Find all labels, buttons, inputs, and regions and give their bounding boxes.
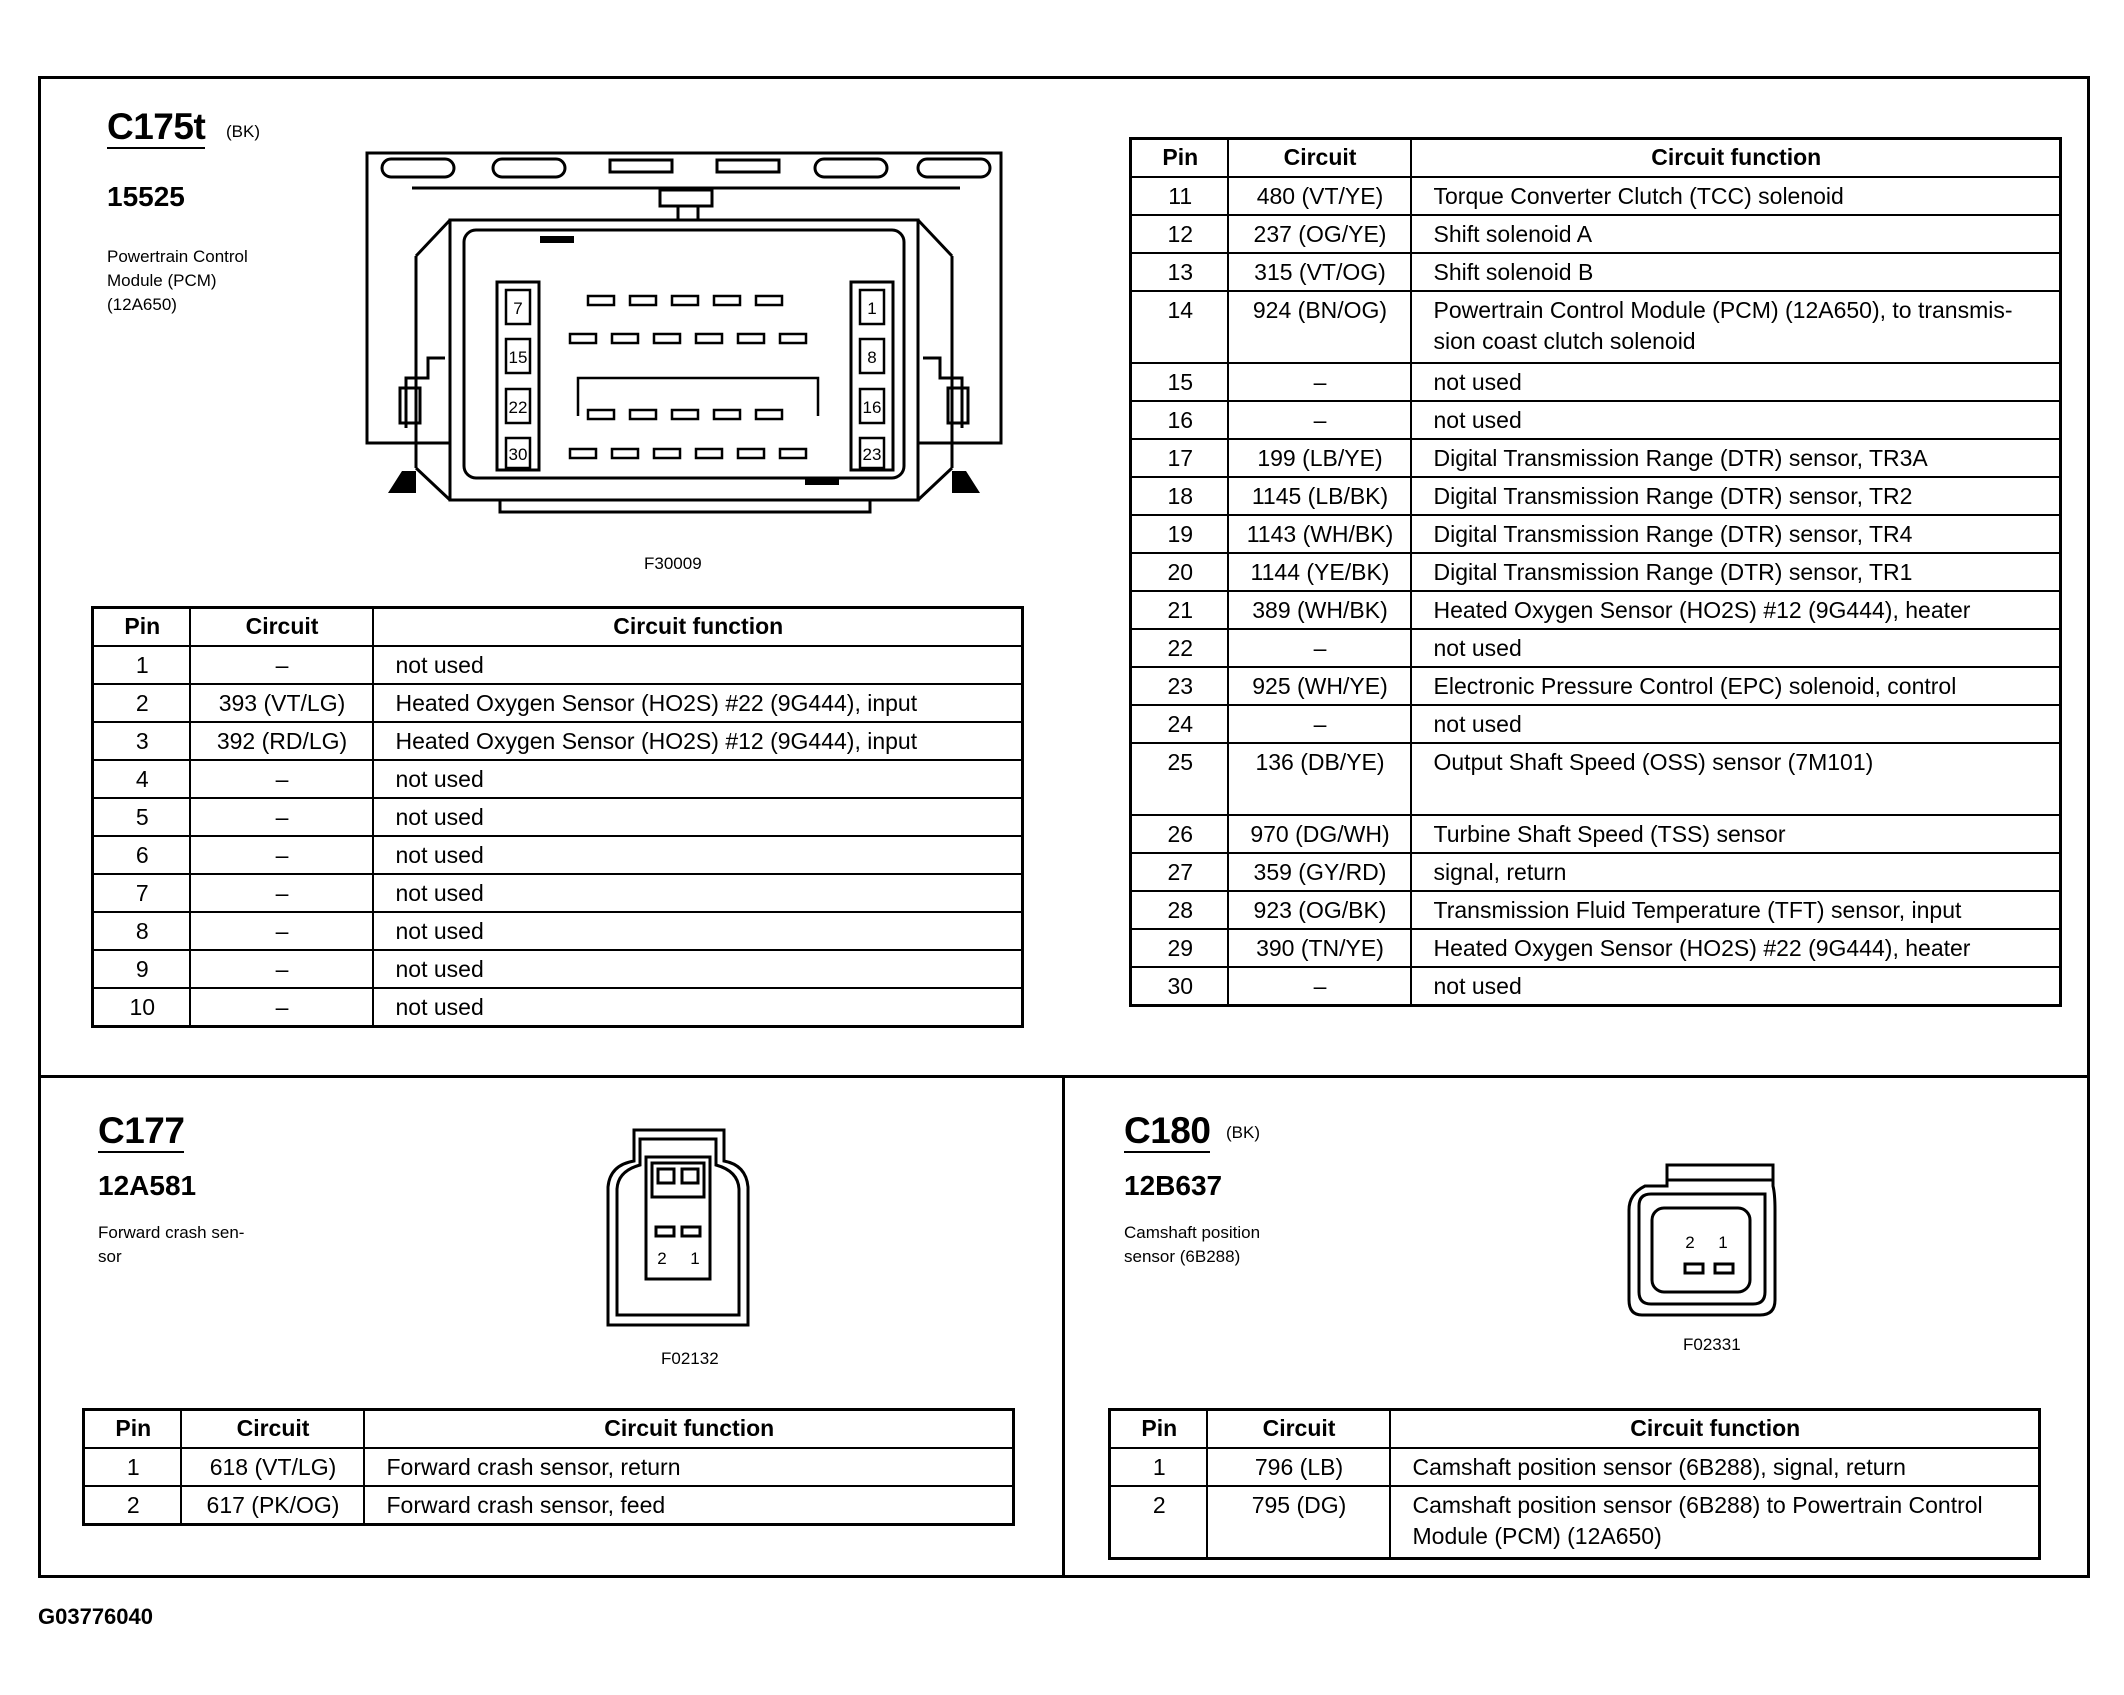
pin-cell: 21 (1131, 591, 1228, 629)
pin-cell: 3 (93, 722, 190, 760)
function-line: sion coast clutch solenoid (1433, 328, 1696, 354)
function-cell: Forward crash sensor, return (364, 1448, 1014, 1486)
c177-pin-label-2: 2 (657, 1249, 667, 1268)
circuit-cell: – (1228, 705, 1411, 743)
c175t-color-tag: (BK) (226, 122, 260, 141)
function-cell: not used (373, 798, 1023, 836)
pin-cell: 1 (93, 646, 190, 684)
header-circuit-function: Circuit function (373, 608, 1023, 647)
c180-figure-code: F02331 (1683, 1335, 1741, 1354)
header-pin: Pin (1110, 1410, 1207, 1449)
function-cell: not used (373, 646, 1023, 684)
circuit-cell: – (190, 950, 373, 988)
circuit-cell: – (190, 836, 373, 874)
pin-cell: 18 (1131, 477, 1228, 515)
pin-cell: 27 (1131, 853, 1228, 891)
circuit-cell: 970 (DG/WH) (1228, 815, 1411, 853)
figure-id: G03776040 (38, 1604, 153, 1629)
pin-cell: 22 (1131, 629, 1228, 667)
c180-connector-face (1625, 1160, 1775, 1320)
function-cell: Camshaft position sensor (6B288), signal, return (1390, 1448, 2040, 1486)
header-pin: Pin (1131, 139, 1228, 178)
header-circuit: Circuit (1207, 1410, 1390, 1449)
c175t-part-number: 15525 (107, 181, 185, 212)
circuit-cell: 795 (DG) (1207, 1486, 1390, 1558)
pin-cell: 28 (1131, 891, 1228, 929)
table-row (93, 836, 1023, 874)
function-cell: Torque Converter Clutch (TCC) solenoid (1411, 177, 2061, 215)
c180-connector-title: C180 (1124, 1110, 1211, 1151)
circuit-cell: 925 (WH/YE) (1228, 667, 1411, 705)
circuit-cell: 1144 (YE/BK) (1228, 553, 1411, 591)
table-row (93, 798, 1023, 836)
function-cell: Turbine Shaft Speed (TSS) sensor (1411, 815, 2061, 853)
table-header-row (1110, 1410, 2040, 1449)
function-cell: Heated Oxygen Sensor (HO2S) #12 (9G444), input (373, 722, 1023, 760)
circuit-cell: – (1228, 401, 1411, 439)
circuit-cell: 1145 (LB/BK) (1228, 477, 1411, 515)
circuit-cell: – (190, 912, 373, 950)
c180-color-tag: (BK) (1226, 1123, 1260, 1142)
c177-connector-title: C177 (98, 1110, 185, 1151)
circuit-cell: 923 (OG/BK) (1228, 891, 1411, 929)
pin-cell: 4 (93, 760, 190, 798)
c175t-pin-table-left (91, 606, 1024, 1028)
function-cell: Transmission Fluid Temperature (TFT) sensor, input (1411, 891, 2061, 929)
table-header-row (1131, 139, 2061, 178)
c180-title-underline (1124, 1151, 1210, 1153)
circuit-cell: 199 (LB/YE) (1228, 439, 1411, 477)
table-row (1131, 667, 2061, 705)
pin-cell: 17 (1131, 439, 1228, 477)
pin-cell: 6 (93, 836, 190, 874)
function-cell: not used (373, 912, 1023, 950)
pin-cell: 2 (84, 1486, 181, 1525)
function-cell: Heated Oxygen Sensor (HO2S) #22 (9G444), input (373, 684, 1023, 722)
function-cell: not used (1411, 705, 2061, 743)
pin-cell: 25 (1131, 743, 1228, 815)
c175t-pin-label-7: 7 (513, 299, 523, 318)
function-cell: Electronic Pressure Control (EPC) solenoid, control (1411, 667, 2061, 705)
function-cell: not used (373, 874, 1023, 912)
header-circuit: Circuit (181, 1410, 364, 1449)
function-cell: Heated Oxygen Sensor (HO2S) #22 (9G444), heater (1411, 929, 2061, 967)
function-cell: Heated Oxygen Sensor (HO2S) #12 (9G444), heater (1411, 591, 2061, 629)
pin-cell: 12 (1131, 215, 1228, 253)
function-cell: not used (373, 950, 1023, 988)
c180-pin-table (1108, 1408, 2041, 1560)
table-row (1131, 929, 2061, 967)
table-row (1131, 705, 2061, 743)
header-pin: Pin (93, 608, 190, 647)
function-cell: not used (373, 988, 1023, 1027)
c175t-pin-label-22: 22 (508, 398, 528, 417)
circuit-cell: 796 (LB) (1207, 1448, 1390, 1486)
function-line: Powertrain Control Module (PCM) (12A650), to transmis- (1433, 297, 2013, 323)
pin-cell: 19 (1131, 515, 1228, 553)
pin-cell: 10 (93, 988, 190, 1027)
pin-cell: 29 (1131, 929, 1228, 967)
circuit-cell: – (1228, 629, 1411, 667)
pin-cell: 9 (93, 950, 190, 988)
c177-pin-table (82, 1408, 1015, 1526)
table-row (84, 1448, 1014, 1486)
table-row (93, 988, 1023, 1027)
function-cell: Output Shaft Speed (OSS) sensor (7M101) (1411, 743, 2061, 815)
description-line: Forward crash sen- (98, 1223, 245, 1242)
pin-cell: 16 (1131, 401, 1228, 439)
circuit-cell: – (1228, 363, 1411, 401)
header-circuit-function: Circuit function (1411, 139, 2061, 178)
table-row (1131, 815, 2061, 853)
pin-cell: 13 (1131, 253, 1228, 291)
table-header-row (84, 1410, 1014, 1449)
header-pin: Pin (84, 1410, 181, 1449)
pin-cell: 20 (1131, 553, 1228, 591)
function-cell: not used (1411, 629, 2061, 667)
header-circuit-function: Circuit function (1390, 1410, 2040, 1449)
c175t-pin-label-15: 15 (508, 348, 528, 367)
circuit-cell: 618 (VT/LG) (181, 1448, 364, 1486)
table-row (93, 646, 1023, 684)
c177-figure-code: F02132 (661, 1349, 719, 1368)
c177-connector-face (600, 1125, 760, 1335)
function-cell: Digital Transmission Range (DTR) sensor, TR1 (1411, 553, 2061, 591)
table-row (1131, 553, 2061, 591)
table-row (1131, 401, 2061, 439)
c177-part-number: 12A581 (98, 1170, 197, 1201)
table-header-row (93, 608, 1023, 647)
description-line: sor (98, 1247, 122, 1266)
c180-part-number: 12B637 (1124, 1170, 1223, 1201)
c175t-title-underline (107, 147, 205, 149)
table-row (1131, 591, 2061, 629)
c175t-pin-label-8: 8 (867, 348, 877, 367)
pin-cell: 24 (1131, 705, 1228, 743)
function-cell: not used (1411, 401, 2061, 439)
function-cell: Shift solenoid B (1411, 253, 2061, 291)
table-row (1131, 439, 2061, 477)
function-cell (1390, 1486, 2040, 1558)
function-cell: not used (373, 836, 1023, 874)
circuit-cell: 1143 (WH/BK) (1228, 515, 1411, 553)
c180-pin-label-1: 1 (1718, 1233, 1728, 1252)
circuit-cell: 237 (OG/YE) (1228, 215, 1411, 253)
c175t-pin-label-23: 23 (862, 445, 882, 464)
pin-cell: 15 (1131, 363, 1228, 401)
table-row (93, 912, 1023, 950)
pin-cell: 1 (1110, 1448, 1207, 1486)
table-row (1131, 253, 2061, 291)
circuit-cell: – (190, 646, 373, 684)
table-row (93, 950, 1023, 988)
pin-cell: 26 (1131, 815, 1228, 853)
circuit-cell: – (190, 988, 373, 1027)
circuit-cell: 392 (RD/LG) (190, 722, 373, 760)
circuit-cell: 924 (BN/OG) (1228, 291, 1411, 363)
table-row (1131, 291, 2061, 363)
circuit-cell: 359 (GY/RD) (1228, 853, 1411, 891)
table-row (84, 1486, 1014, 1525)
pin-cell: 7 (93, 874, 190, 912)
table-row (1131, 891, 2061, 929)
table-row (1131, 629, 2061, 667)
table-row (1110, 1486, 2040, 1558)
circuit-cell: – (190, 760, 373, 798)
header-circuit-function: Circuit function (364, 1410, 1014, 1449)
c175t-pin-table-right (1129, 137, 2062, 1007)
function-cell: Digital Transmission Range (DTR) sensor, TR4 (1411, 515, 2061, 553)
header-circuit: Circuit (190, 608, 373, 647)
circuit-cell: – (1228, 967, 1411, 1006)
c175t-pin-label-1: 1 (867, 299, 877, 318)
table-row (93, 722, 1023, 760)
circuit-cell: – (190, 798, 373, 836)
pin-cell: 8 (93, 912, 190, 950)
function-cell: Digital Transmission Range (DTR) sensor, TR2 (1411, 477, 2061, 515)
circuit-cell: 389 (WH/BK) (1228, 591, 1411, 629)
pin-cell: 5 (93, 798, 190, 836)
pin-cell: 2 (1110, 1486, 1207, 1558)
section-divider-vertical (1062, 1075, 1065, 1578)
c177-title-underline (98, 1151, 184, 1153)
table-row (93, 684, 1023, 722)
c180-pin-label-2: 2 (1685, 1233, 1695, 1252)
circuit-cell: 480 (VT/YE) (1228, 177, 1411, 215)
table-row (93, 874, 1023, 912)
c175t-description: Powertrain Control Module (PCM) (12A650) (107, 247, 248, 314)
c175t-pin-label-30: 30 (508, 445, 528, 464)
circuit-cell: 393 (VT/LG) (190, 684, 373, 722)
circuit-cell: 390 (TN/YE) (1228, 929, 1411, 967)
function-line: Camshaft position sensor (6B288) to Powertrain Control (1412, 1492, 1983, 1518)
pin-cell: 23 (1131, 667, 1228, 705)
table-row (1110, 1448, 2040, 1486)
pin-cell: 1 (84, 1448, 181, 1486)
pin-cell: 11 (1131, 177, 1228, 215)
c177-description (98, 1221, 244, 1269)
function-cell (1411, 291, 2061, 363)
function-cell: Forward crash sensor, feed (364, 1486, 1014, 1525)
description-line: Camshaft position (1124, 1223, 1261, 1242)
table-row (1131, 177, 2061, 215)
pin-cell: 2 (93, 684, 190, 722)
table-row (1131, 477, 2061, 515)
table-row (1131, 967, 2061, 1006)
table-row (1131, 853, 2061, 891)
description-line: sensor (6B288) (1124, 1247, 1241, 1266)
pin-cell: 14 (1131, 291, 1228, 363)
c175t-connector-face (360, 148, 1020, 528)
table-row (1131, 363, 2061, 401)
c175t-pin-label-16: 16 (862, 398, 882, 417)
table-row (93, 760, 1023, 798)
c177-pin-label-1: 1 (690, 1249, 700, 1268)
table-row (1131, 215, 2061, 253)
circuit-cell: 315 (VT/OG) (1228, 253, 1411, 291)
function-cell: Digital Transmission Range (DTR) sensor, TR3A (1411, 439, 2061, 477)
function-cell: not used (1411, 967, 2061, 1006)
header-circuit: Circuit (1228, 139, 1411, 178)
pin-cell: 30 (1131, 967, 1228, 1006)
c180-description (1124, 1221, 1260, 1269)
function-cell: signal, return (1411, 853, 2061, 891)
table-row (1131, 515, 2061, 553)
function-line: Module (PCM) (12A650) (1412, 1523, 1662, 1549)
function-cell: not used (1411, 363, 2061, 401)
function-cell: Shift solenoid A (1411, 215, 2061, 253)
c175t-connector-title: C175t (107, 106, 206, 147)
table-row (1131, 743, 2061, 815)
circuit-cell: 136 (DB/YE) (1228, 743, 1411, 815)
circuit-cell: 617 (PK/OG) (181, 1486, 364, 1525)
c175t-figure-code: F30009 (644, 554, 702, 573)
function-cell: not used (373, 760, 1023, 798)
circuit-cell: – (190, 874, 373, 912)
